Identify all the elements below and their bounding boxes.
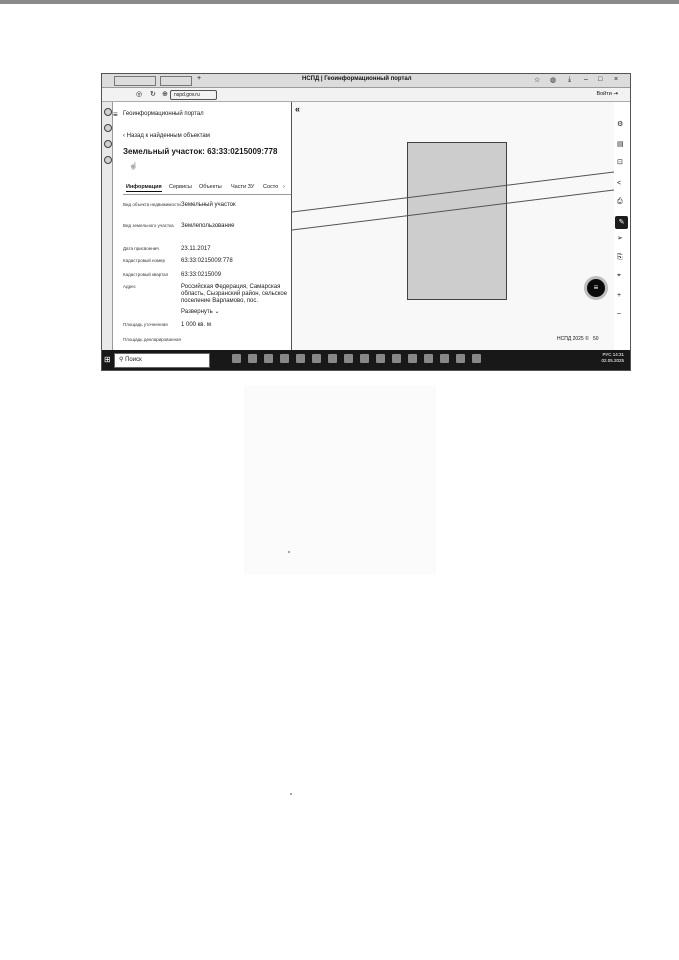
clock-time: 14:31 bbox=[612, 352, 624, 357]
taskbar-app-icon[interactable] bbox=[456, 354, 465, 363]
taskbar-search[interactable] bbox=[114, 353, 210, 368]
taskbar-app-icon[interactable] bbox=[232, 354, 241, 363]
maximize-icon[interactable]: □ bbox=[598, 76, 603, 83]
tab-services[interactable]: Сервисы bbox=[169, 184, 192, 190]
scan-top-edge bbox=[0, 0, 679, 4]
account-icon[interactable]: ◍ bbox=[550, 77, 557, 84]
map-tools bbox=[614, 102, 630, 350]
reload-icon[interactable]: ↻ bbox=[150, 91, 156, 98]
new-tab-icon[interactable]: + bbox=[197, 75, 202, 82]
tab-information[interactable]: Информация bbox=[126, 184, 162, 190]
back-icon[interactable]: ◎ bbox=[136, 91, 143, 98]
tabs-scroll-icon[interactable]: › bbox=[283, 184, 285, 190]
edit-icon[interactable]: ✎ bbox=[615, 216, 628, 229]
back-link-label: Назад к найденным объектам bbox=[126, 133, 210, 139]
sidebar-app-icon[interactable] bbox=[104, 156, 112, 164]
sidebar-app-icon[interactable] bbox=[104, 140, 112, 148]
expand-link[interactable] bbox=[181, 309, 291, 316]
search-label: Поиск bbox=[125, 357, 142, 363]
sidebar-app-icon[interactable] bbox=[104, 108, 112, 116]
map-lines bbox=[292, 102, 614, 350]
blank-area bbox=[244, 385, 436, 575]
taskbar-app-icon[interactable] bbox=[360, 354, 369, 363]
layers-fab-button[interactable]: ≡ bbox=[584, 276, 608, 300]
row-label: Дата присвоения bbox=[123, 246, 159, 251]
browser-toolbar bbox=[102, 88, 630, 102]
collapse-panel-icon[interactable]: « bbox=[295, 104, 301, 114]
taskbar-app-icon[interactable] bbox=[296, 354, 305, 363]
taskbar-app-icon[interactable] bbox=[472, 354, 481, 363]
row-value: 63:33:0215009 bbox=[181, 272, 222, 278]
scale-value: 50 bbox=[592, 336, 599, 342]
row-label: Адрес bbox=[123, 284, 136, 289]
chevron-down-icon: ⌄ bbox=[214, 309, 220, 315]
row-label: Площадь декларированная bbox=[123, 337, 181, 342]
lock-icon: ⊕ bbox=[162, 91, 168, 98]
map-view[interactable] bbox=[292, 102, 614, 350]
object-info-panel bbox=[113, 102, 293, 350]
settings-icon[interactable]: ⚙ bbox=[617, 121, 624, 128]
taskbar-app-icon[interactable] bbox=[440, 354, 449, 363]
row-value: 23.11.2017 bbox=[181, 246, 211, 252]
taskbar-app-icon[interactable] bbox=[264, 354, 273, 363]
tab-parts[interactable]: Части ЗУ bbox=[231, 184, 255, 190]
windows-taskbar bbox=[102, 350, 630, 370]
window-titlebar bbox=[102, 74, 630, 88]
login-icon: ⇥ bbox=[613, 91, 618, 97]
taskbar-app-icon[interactable] bbox=[424, 354, 433, 363]
system-tray[interactable] bbox=[601, 352, 624, 364]
road-line bbox=[292, 172, 614, 212]
browser-tab[interactable] bbox=[114, 76, 156, 86]
taskbar-app-icon[interactable] bbox=[392, 354, 401, 363]
taskbar-app-icon[interactable] bbox=[344, 354, 353, 363]
row-label: Площадь уточненная bbox=[123, 322, 168, 327]
scan-speck bbox=[288, 551, 290, 553]
page-title: Земельный участок: 63:33:0215009:778 bbox=[123, 147, 278, 156]
sidebar-app-icon[interactable] bbox=[104, 124, 112, 132]
row-value: Землепользование bbox=[181, 223, 235, 229]
screenshot-frame bbox=[101, 73, 631, 371]
row-label: Кадастровый квартал bbox=[123, 272, 169, 277]
menu-icon[interactable]: ≡ bbox=[113, 110, 118, 119]
login-button[interactable] bbox=[596, 91, 618, 97]
browser-tab-2[interactable] bbox=[160, 76, 192, 86]
close-icon[interactable]: × bbox=[614, 76, 619, 83]
measure-icon[interactable]: ⊡ bbox=[617, 159, 623, 166]
locate-icon[interactable]: ➢ bbox=[617, 235, 623, 242]
scan-speck bbox=[290, 793, 292, 795]
row-label: Кадастровый номер bbox=[123, 258, 166, 263]
row-label: Вид объекта недвижимости bbox=[123, 202, 181, 207]
row-value: 1 000 кв. м bbox=[181, 322, 211, 328]
address-bar[interactable]: nspd.gov.ru bbox=[170, 90, 217, 100]
map-attribution bbox=[557, 336, 599, 342]
taskbar-app-icon[interactable] bbox=[408, 354, 417, 363]
clock-date: 02.05.2025 bbox=[601, 358, 624, 363]
attribution-label: НСПД 2025 © bbox=[557, 336, 589, 342]
taskbar-app-icon[interactable] bbox=[248, 354, 257, 363]
language-indicator: РУС bbox=[602, 352, 612, 357]
row-label: Вид земельного участка bbox=[123, 223, 174, 228]
tab-bar bbox=[123, 182, 293, 195]
portal-header: Геоинформационный портал bbox=[123, 111, 204, 117]
print-icon[interactable]: ⎙ bbox=[617, 198, 623, 205]
ruler-icon[interactable]: ⌖ bbox=[617, 272, 621, 279]
minimize-icon[interactable]: – bbox=[584, 76, 588, 83]
row-value: Российская Федерация, Самарская область, Сызранский район, сельское поселение Варламово, пос. bbox=[181, 284, 288, 304]
tab-status[interactable]: Состо bbox=[263, 184, 279, 190]
zoom-in-icon[interactable]: + bbox=[617, 292, 622, 299]
window-title: НСПД | Геоинформационный портал bbox=[302, 76, 412, 82]
windows-start-icon[interactable]: ⊞ bbox=[104, 355, 111, 364]
taskbar-app-icon[interactable] bbox=[328, 354, 337, 363]
like-icon[interactable]: ☝ bbox=[129, 163, 138, 170]
bookmark-icon[interactable]: ☆ bbox=[534, 77, 541, 84]
tab-objects[interactable]: Объекты bbox=[199, 184, 222, 190]
taskbar-app-icon[interactable] bbox=[280, 354, 289, 363]
share-icon[interactable]: < bbox=[617, 180, 622, 187]
search-icon: ⚲ bbox=[119, 357, 124, 363]
back-link[interactable]: ‹ Назад к найденным объектам bbox=[123, 133, 210, 139]
zoom-out-icon[interactable]: – bbox=[617, 310, 621, 317]
login-label: Войти bbox=[596, 91, 612, 97]
browser-sidebar bbox=[102, 102, 113, 350]
row-value: Земельный участок bbox=[181, 202, 236, 208]
download-icon[interactable]: ⤓ bbox=[568, 76, 572, 83]
layers-icon[interactable]: ▤ bbox=[617, 141, 624, 148]
taskbar-app-icon[interactable] bbox=[376, 354, 385, 363]
export-icon[interactable]: ⎘ bbox=[617, 254, 623, 261]
taskbar-app-icon[interactable] bbox=[312, 354, 321, 363]
row-value: 63:33:0215009:778 bbox=[181, 258, 233, 264]
expand-label: Развернуть bbox=[181, 309, 213, 315]
road-line bbox=[292, 190, 614, 230]
